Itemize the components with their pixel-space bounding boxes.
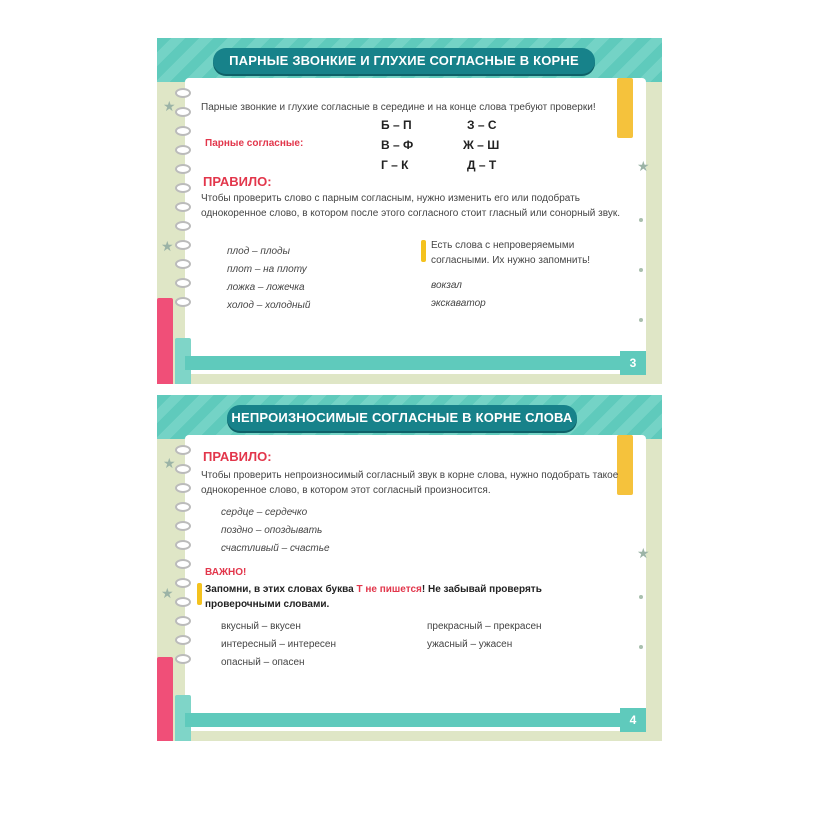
memo-word: вокзал: [431, 280, 462, 291]
memo-word: ужасный – ужасен: [427, 639, 513, 650]
example-word: счастливый – счастье: [221, 543, 330, 554]
memo-word: опасный – опасен: [221, 657, 305, 668]
star-icon: ★: [161, 585, 174, 601]
memo-word: прекрасный – прекрасен: [427, 621, 542, 632]
important-text: проверочными словами.: [205, 599, 330, 610]
pair-item: Б – П: [381, 118, 412, 132]
page-2: [157, 395, 662, 741]
footer-bar: [185, 356, 646, 370]
rule-text: однокоренное слово, в котором этот согласный произносится.: [201, 485, 491, 496]
star-icon: ★: [637, 158, 650, 174]
example-word: плод – плоды: [227, 246, 290, 257]
page-number: 3: [620, 351, 646, 375]
pairs-label: Парные согласные:: [205, 138, 304, 149]
pencil-icon: [157, 298, 173, 384]
star-icon: ★: [163, 98, 176, 114]
memo-word: интересный – интересен: [221, 639, 337, 650]
pair-item: В – Ф: [381, 138, 414, 152]
pencil-icon: [157, 657, 173, 741]
example-word: холод – холодный: [227, 300, 311, 311]
page-title: ПАРНЫЕ ЗВОНКИЕ И ГЛУХИЕ СОГЛАСНЫЕ В КОРНЕ СЛОВА: [213, 48, 595, 74]
spiral-rings: [175, 445, 193, 673]
star-icon: ★: [163, 455, 176, 471]
note-text: Есть слова с непроверяемыми: [431, 240, 575, 251]
rule-text: Чтобы проверить непроизносимый согласный звук в корне слова, нужно подобрать такое: [201, 470, 619, 481]
pair-item: Г – К: [381, 158, 409, 172]
intro-text: Парные звонкие и глухие согласные в середине и на конце слова требуют проверки!: [201, 102, 596, 113]
pencil-icon: [617, 78, 633, 138]
note-text: согласными. Их нужно запомнить!: [431, 255, 591, 266]
memo-word: вкусный – вкусен: [221, 621, 301, 632]
example-word: ложка – ложечка: [227, 282, 305, 293]
rule-heading: ПРАВИЛО:: [203, 449, 272, 464]
important-heading: ВАЖНО!: [205, 567, 247, 578]
example-word: поздно – опоздывать: [221, 525, 323, 536]
memo-word: экскаватор: [431, 298, 486, 309]
rule-text: Чтобы проверить слово с парным согласным, нужно изменить его или подобрать: [201, 193, 580, 204]
important-text: Запомни, в этих словах буква Т не пишется! Не забывай проверять: [205, 584, 542, 595]
rule-heading: ПРАВИЛО:: [203, 174, 272, 189]
footer-bar: [185, 713, 646, 727]
example-word: плот – на плоту: [227, 264, 307, 275]
page-1: [157, 38, 662, 384]
star-icon: ★: [161, 238, 174, 254]
pair-item: Ж – Ш: [463, 138, 500, 152]
page-sheet: [185, 78, 646, 374]
exclamation-icon: [421, 240, 426, 262]
page-title: НЕПРОИЗНОСИМЫЕ СОГЛАСНЫЕ В КОРНЕ СЛОВА: [227, 405, 577, 431]
star-icon: ★: [637, 545, 650, 561]
example-word: сердце – сердечко: [221, 507, 308, 518]
exclamation-icon: [197, 583, 202, 605]
pair-item: З – С: [467, 118, 497, 132]
pencil-icon: [617, 435, 633, 495]
page-number: 4: [620, 708, 646, 732]
pair-item: Д – Т: [467, 158, 497, 172]
rule-text: однокоренное слово, в котором после этого согласного стоит гласный или сонорный звук.: [201, 208, 620, 219]
spiral-rings: [175, 88, 193, 316]
